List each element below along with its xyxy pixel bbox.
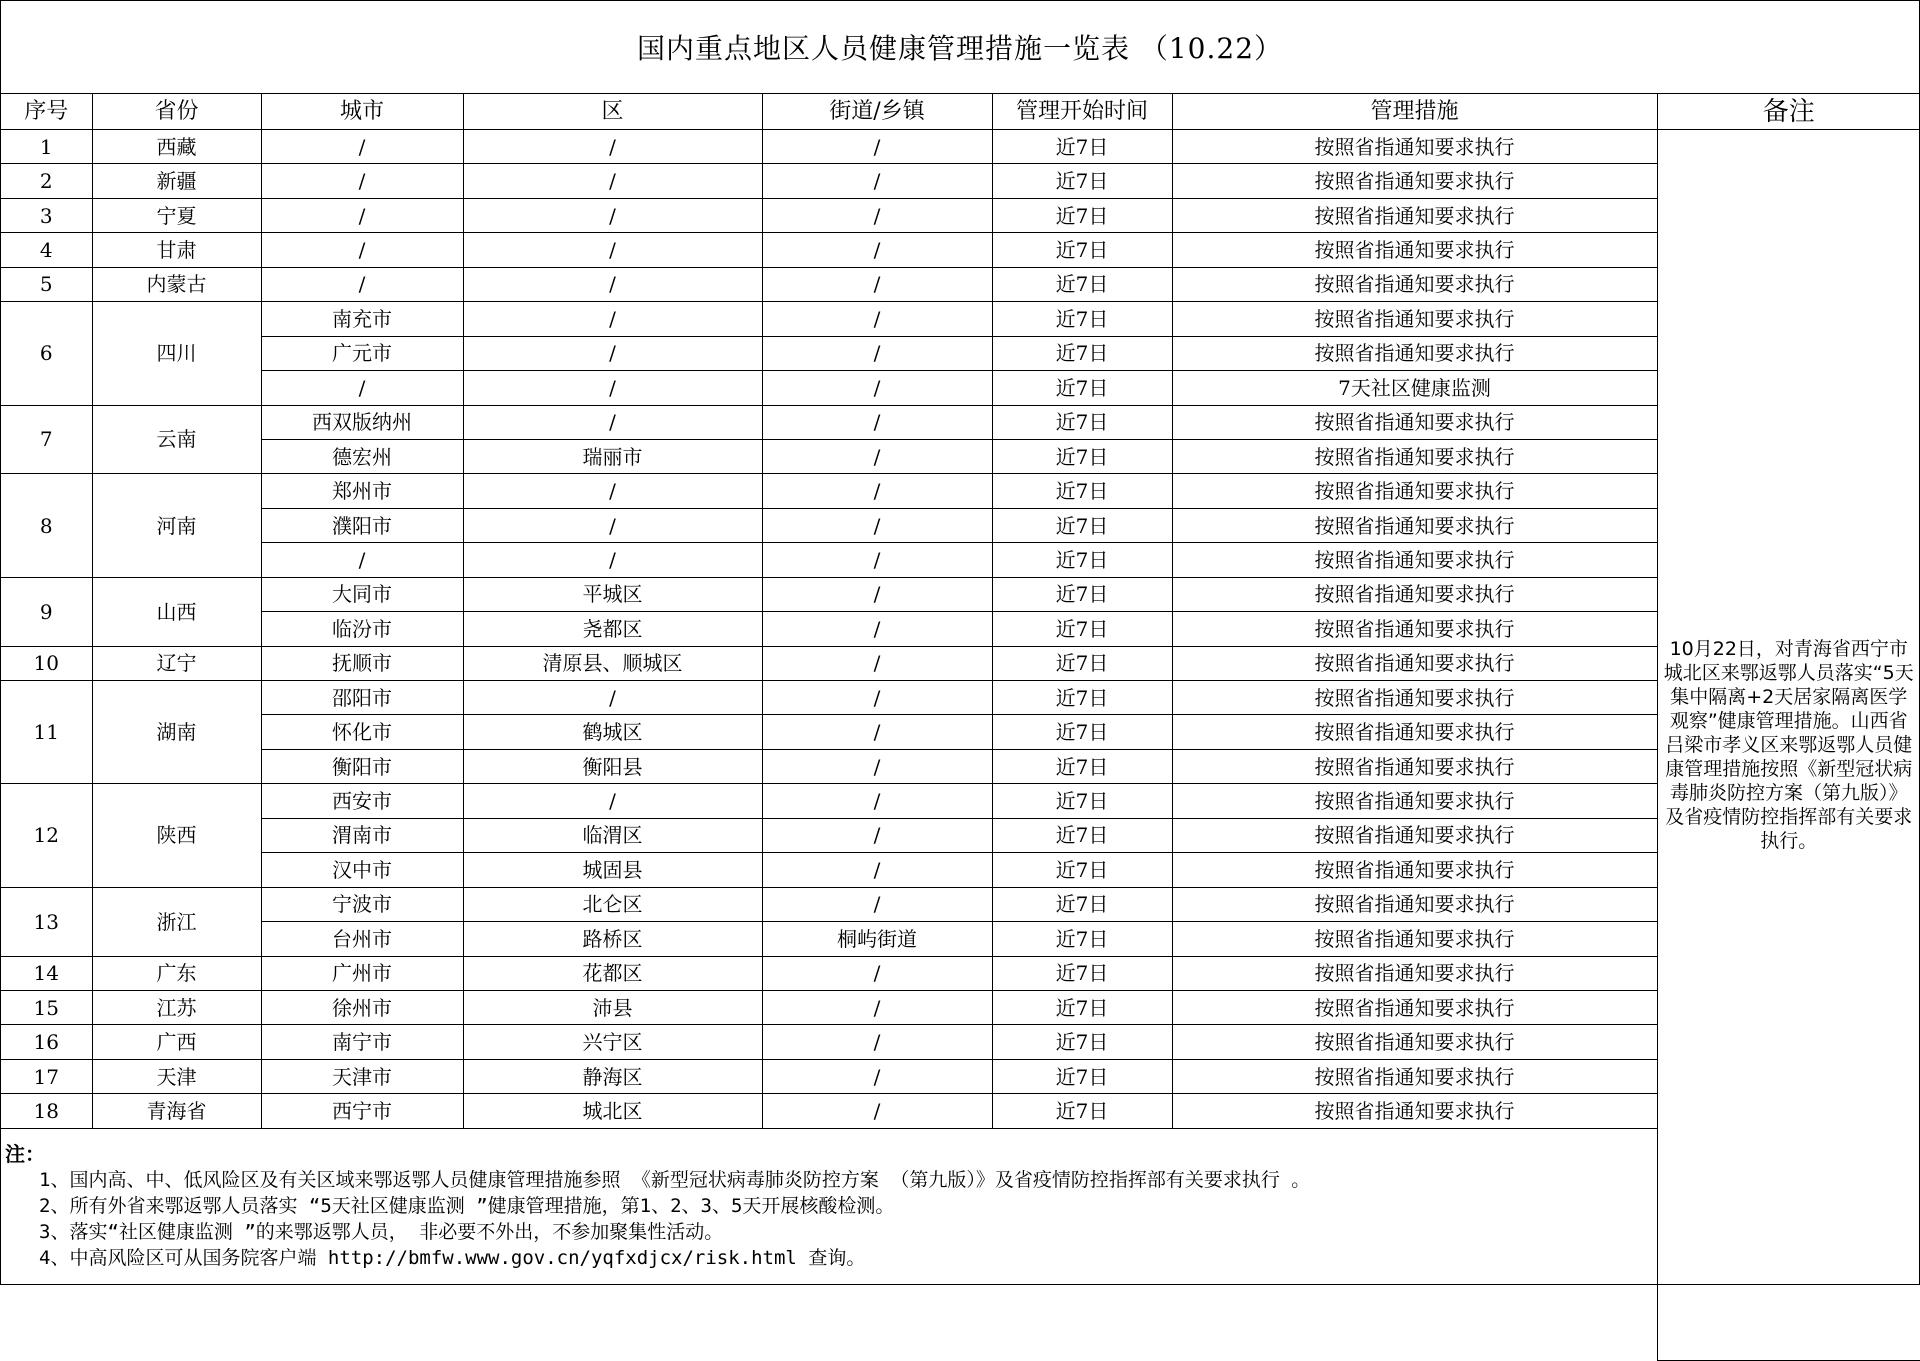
cell-street: / [762,612,992,646]
cell-city: 临汾市 [261,612,463,646]
cell-start-time: 近7日 [992,130,1172,164]
cell-start-time: 近7日 [992,1025,1172,1059]
col-header-seq: 序号 [1,94,92,130]
cell-start-time: 近7日 [992,715,1172,749]
cell-city: 南充市 [261,302,463,336]
cell-city: / [261,164,463,198]
cell-street: / [762,130,992,164]
cell-seq: 15 [1,990,92,1024]
cell-start-time: 近7日 [992,508,1172,542]
cell-street: / [762,164,992,198]
cell-street: / [762,543,992,577]
table-row [1,749,1920,783]
table-row [1,1094,1920,1128]
cell-measure: 7天社区健康监测 [1172,371,1657,405]
cell-province: 广西 [92,1025,261,1059]
cell-start-time: 近7日 [992,302,1172,336]
cell-district: / [463,543,762,577]
table-row [1,439,1920,473]
cell-city: 德宏州 [261,439,463,473]
cell-district: / [463,784,762,818]
cell-province: 浙江 [92,887,261,956]
cell-measure: 按照省指通知要求执行 [1172,818,1657,852]
cell-street: 桐屿街道 [762,922,992,956]
cell-street: / [762,818,992,852]
health-measures-table [1,94,1920,1361]
header-row [1,94,1920,130]
cell-city: / [261,371,463,405]
cell-start-time: 近7日 [992,646,1172,680]
cell-province: 西藏 [92,130,261,164]
cell-city: / [261,233,463,267]
cell-seq: 16 [1,1025,92,1059]
col-header-measure: 管理措施 [1172,94,1657,130]
cell-seq: 5 [1,267,92,301]
cell-measure: 按照省指通知要求执行 [1172,990,1657,1024]
cell-start-time: 近7日 [992,164,1172,198]
table-row [1,405,1920,439]
cell-district: 临渭区 [463,818,762,852]
cell-seq: 4 [1,233,92,267]
cell-city: 邵阳市 [261,681,463,715]
cell-measure: 按照省指通知要求执行 [1172,302,1657,336]
cell-province: 青海省 [92,1094,261,1128]
cell-street: / [762,715,992,749]
cell-street: / [762,853,992,887]
cell-measure: 按照省指通知要求执行 [1172,1059,1657,1093]
col-header-street: 街道/乡镇 [762,94,992,130]
cell-city: 台州市 [261,922,463,956]
cell-start-time: 近7日 [992,543,1172,577]
cell-seq: 10 [1,646,92,680]
cell-seq: 6 [1,302,92,405]
cell-measure: 按照省指通知要求执行 [1172,130,1657,164]
table-row [1,990,1920,1024]
cell-street: / [762,887,992,921]
cell-province: 陕西 [92,784,261,887]
cell-province: 山西 [92,577,261,646]
cell-start-time: 近7日 [992,784,1172,818]
cell-start-time: 近7日 [992,922,1172,956]
table-row [1,853,1920,887]
cell-measure: 按照省指通知要求执行 [1172,1025,1657,1059]
cell-measure: 按照省指通知要求执行 [1172,1094,1657,1128]
cell-province: 天津 [92,1059,261,1093]
col-header-start-time: 管理开始时间 [992,94,1172,130]
cell-province: 内蒙古 [92,267,261,301]
cell-district: / [463,198,762,232]
table-row [1,267,1920,301]
cell-district: 衡阳县 [463,749,762,783]
table-row [1,818,1920,852]
table-row [1,508,1920,542]
cell-district: / [463,164,762,198]
table-row [1,887,1920,921]
cell-district: / [463,405,762,439]
cell-province: 新疆 [92,164,261,198]
cell-district: 路桥区 [463,922,762,956]
cell-start-time: 近7日 [992,233,1172,267]
cell-measure: 按照省指通知要求执行 [1172,439,1657,473]
cell-district: 城北区 [463,1094,762,1128]
table-row [1,956,1920,990]
cell-start-time: 近7日 [992,336,1172,370]
cell-district: / [463,267,762,301]
notes-heading: 注： [5,1141,45,1166]
notes-cell [1,1128,1657,1361]
cell-street: / [762,233,992,267]
cell-seq: 8 [1,474,92,577]
remark-cell: 10月22日，对青海省西宁市城北区来鄂返鄂人员落实“5天集中隔离+2天居家隔离医学观察”健康管理措施。山西省吕梁市孝义区来鄂返鄂人员健康管理措施按照《新型冠状病毒肺炎防控方案（第九版）》及省疫情防控指挥部有关要求执行。 [1657,130,1920,1361]
cell-start-time: 近7日 [992,267,1172,301]
table-row [1,646,1920,680]
cell-measure: 按照省指通知要求执行 [1172,508,1657,542]
cell-seq: 2 [1,164,92,198]
table-row [1,784,1920,818]
cell-measure: 按照省指通知要求执行 [1172,405,1657,439]
cell-city: 西双版纳州 [261,405,463,439]
cell-street: / [762,371,992,405]
table-row [1,543,1920,577]
cell-city: 南宁市 [261,1025,463,1059]
cell-city: 大同市 [261,577,463,611]
notes-row [1,1128,1920,1361]
cell-street: / [762,577,992,611]
cell-province: 湖南 [92,681,261,784]
cell-city: 广州市 [261,956,463,990]
cell-start-time: 近7日 [992,956,1172,990]
cell-measure: 按照省指通知要求执行 [1172,853,1657,887]
cell-seq: 3 [1,198,92,232]
col-header-remark: 备注 [1657,94,1920,130]
cell-province: 四川 [92,302,261,405]
table-row [1,233,1920,267]
cell-measure: 按照省指通知要求执行 [1172,681,1657,715]
cell-start-time: 近7日 [992,612,1172,646]
table-row [1,474,1920,508]
cell-district: / [463,371,762,405]
cell-district: 兴宁区 [463,1025,762,1059]
cell-measure: 按照省指通知要求执行 [1172,233,1657,267]
cell-district: 城固县 [463,853,762,887]
cell-city: 徐州市 [261,990,463,1024]
cell-street: / [762,198,992,232]
cell-street: / [762,336,992,370]
table-row [1,336,1920,370]
cell-seq: 14 [1,956,92,990]
cell-seq: 1 [1,130,92,164]
cell-city: 西宁市 [261,1094,463,1128]
table-row [1,1025,1920,1059]
note-item: 3、落实“社区健康监测 ”的来鄂返鄂人员， 非必要不外出，不参加聚集性活动。 [39,1220,724,1243]
cell-seq: 18 [1,1094,92,1128]
cell-start-time: 近7日 [992,1059,1172,1093]
cell-measure: 按照省指通知要求执行 [1172,784,1657,818]
cell-street: / [762,1025,992,1059]
cell-street: / [762,1059,992,1093]
cell-measure: 按照省指通知要求执行 [1172,612,1657,646]
table-row [1,1059,1920,1093]
cell-province: 宁夏 [92,198,261,232]
cell-start-time: 近7日 [992,371,1172,405]
cell-city: 怀化市 [261,715,463,749]
cell-measure: 按照省指通知要求执行 [1172,956,1657,990]
table-body [1,130,1920,1361]
cell-street: / [762,646,992,680]
cell-street: / [762,267,992,301]
cell-city: 郑州市 [261,474,463,508]
cell-start-time: 近7日 [992,577,1172,611]
table-row [1,130,1920,164]
cell-start-time: 近7日 [992,990,1172,1024]
cell-city: 宁波市 [261,887,463,921]
cell-start-time: 近7日 [992,198,1172,232]
cell-province: 辽宁 [92,646,261,680]
cell-city: 西安市 [261,784,463,818]
cell-measure: 按照省指通知要求执行 [1172,198,1657,232]
cell-district: / [463,508,762,542]
cell-province: 甘肃 [92,233,261,267]
cell-start-time: 近7日 [992,887,1172,921]
cell-city: 渭南市 [261,818,463,852]
table-row [1,577,1920,611]
cell-street: / [762,1094,992,1128]
cell-city: 濮阳市 [261,508,463,542]
cell-start-time: 近7日 [992,818,1172,852]
cell-province: 江苏 [92,990,261,1024]
cell-street: / [762,405,992,439]
cell-measure: 按照省指通知要求执行 [1172,749,1657,783]
cell-district: / [463,302,762,336]
col-header-province: 省份 [92,94,261,130]
cell-province: 河南 [92,474,261,577]
table-row [1,715,1920,749]
table-row [1,198,1920,232]
cell-city: 汉中市 [261,853,463,887]
cell-measure: 按照省指通知要求执行 [1172,336,1657,370]
note-item: 1、国内高、中、低风险区及有关区域来鄂返鄂人员健康管理措施参照 《新型冠状病毒肺炎防控方案 （第九版）》及省疫情防控指挥部有关要求执行 。 [39,1168,1311,1191]
table-row [1,612,1920,646]
cell-street: / [762,302,992,336]
cell-district: / [463,336,762,370]
cell-district: / [463,130,762,164]
cell-district: 瑞丽市 [463,439,762,473]
cell-city: 天津市 [261,1059,463,1093]
cell-district: 平城区 [463,577,762,611]
cell-seq: 12 [1,784,92,887]
cell-start-time: 近7日 [992,439,1172,473]
cell-city: 抚顺市 [261,646,463,680]
cell-district: 清原县、顺城区 [463,646,762,680]
cell-province: 广东 [92,956,261,990]
cell-city: 广元市 [261,336,463,370]
cell-measure: 按照省指通知要求执行 [1172,887,1657,921]
cell-seq: 11 [1,681,92,784]
cell-district: 北仑区 [463,887,762,921]
table-row [1,681,1920,715]
cell-district: 花都区 [463,956,762,990]
col-header-city: 城市 [261,94,463,130]
cell-district: 沛县 [463,990,762,1024]
col-header-district: 区 [463,94,762,130]
cell-district: 鹤城区 [463,715,762,749]
cell-street: / [762,990,992,1024]
table-title: 国内重点地区人员健康管理措施一览表 （10.22） [1,1,1919,94]
cell-start-time: 近7日 [992,474,1172,508]
cell-measure: 按照省指通知要求执行 [1172,267,1657,301]
cell-measure: 按照省指通知要求执行 [1172,715,1657,749]
cell-district: / [463,233,762,267]
cell-seq: 7 [1,405,92,474]
cell-start-time: 近7日 [992,749,1172,783]
cell-city: / [261,267,463,301]
cell-district: / [463,474,762,508]
note-item: 2、所有外省来鄂返鄂人员落实 “5天社区健康监测 ”健康管理措施，第1、2、3、5天开展核酸检测。 [39,1194,895,1217]
cell-street: / [762,474,992,508]
cell-street: / [762,784,992,818]
table-row [1,302,1920,336]
cell-street: / [762,508,992,542]
cell-street: / [762,956,992,990]
cell-start-time: 近7日 [992,1094,1172,1128]
table-row [1,164,1920,198]
cell-measure: 按照省指通知要求执行 [1172,922,1657,956]
cell-city: / [261,198,463,232]
cell-measure: 按照省指通知要求执行 [1172,164,1657,198]
cell-measure: 按照省指通知要求执行 [1172,577,1657,611]
table-row [1,371,1920,405]
cell-city: / [261,543,463,577]
cell-measure: 按照省指通知要求执行 [1172,474,1657,508]
cell-start-time: 近7日 [992,853,1172,887]
cell-seq: 17 [1,1059,92,1093]
cell-city: 衡阳市 [261,749,463,783]
cell-district: 尧都区 [463,612,762,646]
cell-street: / [762,681,992,715]
cell-district: / [463,681,762,715]
table-row [1,922,1920,956]
cell-measure: 按照省指通知要求执行 [1172,646,1657,680]
cell-province: 云南 [92,405,261,474]
cell-city: / [261,130,463,164]
cell-seq: 9 [1,577,92,646]
cell-street: / [762,749,992,783]
note-item: 4、中高风险区可从国务院客户端 http://bmfw.www.gov.cn/yqfxdjcx/risk.html 查询。 [39,1246,866,1269]
cell-start-time: 近7日 [992,405,1172,439]
cell-district: 静海区 [463,1059,762,1093]
cell-start-time: 近7日 [992,681,1172,715]
cell-seq: 13 [1,887,92,956]
cell-street: / [762,439,992,473]
cell-measure: 按照省指通知要求执行 [1172,543,1657,577]
